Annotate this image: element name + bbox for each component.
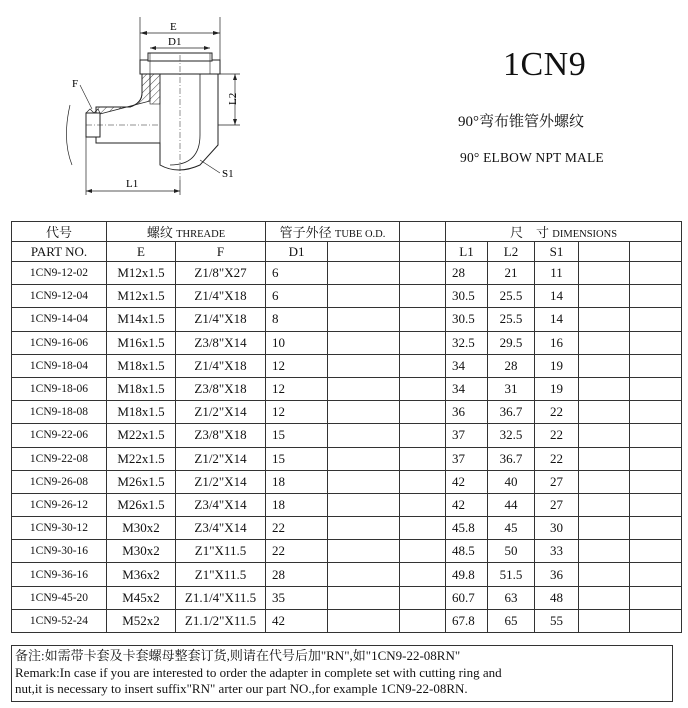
cell-part: 1CN9-45-20 xyxy=(12,586,107,609)
cell-f: Z1"X11.5 xyxy=(176,540,266,563)
head-thread: 螺纹 THREADE xyxy=(107,222,266,242)
cell-l1: 30.5 xyxy=(446,285,488,308)
cell-e: M52x2 xyxy=(107,609,176,632)
cell-e: M18x1.5 xyxy=(107,377,176,400)
cell-part: 1CN9-22-08 xyxy=(12,447,107,470)
cell-l1: 28 xyxy=(446,262,488,285)
cell-e: M45x2 xyxy=(107,586,176,609)
cell-s1: 14 xyxy=(535,285,579,308)
cell-f: Z1/4"X18 xyxy=(176,308,266,331)
cell-e: M16x1.5 xyxy=(107,331,176,354)
cell-d1: 18 xyxy=(266,493,328,516)
table-row xyxy=(12,331,682,354)
cell-s1: 11 xyxy=(535,262,579,285)
table-row xyxy=(12,354,682,377)
cell-l2: 45 xyxy=(488,517,535,540)
cell-d1: 12 xyxy=(266,401,328,424)
cell-f: Z1/2"X14 xyxy=(176,470,266,493)
cell-s1: 19 xyxy=(535,377,579,400)
model-title: 1CN9 xyxy=(503,46,587,83)
cell-d1: 12 xyxy=(266,354,328,377)
cell-e: M30x2 xyxy=(107,517,176,540)
remark-cn: 备注:如需带卡套及卡套螺母整套订货,则请在代号后加"RN",如"1CN9-22-08RN" xyxy=(15,648,461,663)
cell-d1: 18 xyxy=(266,470,328,493)
cell-s1: 36 xyxy=(535,563,579,586)
table-row xyxy=(12,493,682,516)
cell-s1: 27 xyxy=(535,470,579,493)
cell-part: 1CN9-14-04 xyxy=(12,308,107,331)
cell-l2: 36.7 xyxy=(488,401,535,424)
cell-s1: 55 xyxy=(535,609,579,632)
cell-part: 1CN9-18-04 xyxy=(12,354,107,377)
cell-f: Z1"X11.5 xyxy=(176,563,266,586)
cell-d1: 42 xyxy=(266,609,328,632)
cell-l2: 50 xyxy=(488,540,535,563)
cell-d1: 28 xyxy=(266,563,328,586)
table-row xyxy=(12,377,682,400)
head-tube: 管子外径 TUBE O.D. xyxy=(266,222,400,242)
cell-part: 1CN9-26-12 xyxy=(12,493,107,516)
label-s1: S1 xyxy=(222,168,234,180)
cell-e: M14x1.5 xyxy=(107,308,176,331)
cell-part: 1CN9-52-24 xyxy=(12,609,107,632)
head-d1: D1 xyxy=(266,242,328,262)
cell-l1: 32.5 xyxy=(446,331,488,354)
table-row xyxy=(12,586,682,609)
cell-l1: 67.8 xyxy=(446,609,488,632)
cell-e: M30x2 xyxy=(107,540,176,563)
head-e: E xyxy=(107,242,176,262)
cell-s1: 19 xyxy=(535,354,579,377)
cell-d1: 6 xyxy=(266,262,328,285)
cell-e: M22x1.5 xyxy=(107,424,176,447)
cell-part: 1CN9-30-16 xyxy=(12,540,107,563)
cell-s1: 48 xyxy=(535,586,579,609)
head-blank xyxy=(400,222,446,242)
cell-s1: 22 xyxy=(535,447,579,470)
cell-f: Z1/4"X18 xyxy=(176,285,266,308)
cell-f: Z1/4"X18 xyxy=(176,354,266,377)
cell-part: 1CN9-18-06 xyxy=(12,377,107,400)
cell-d1: 12 xyxy=(266,377,328,400)
label-l1: L1 xyxy=(126,178,139,190)
cell-d1: 8 xyxy=(266,308,328,331)
cell-part: 1CN9-22-06 xyxy=(12,424,107,447)
cell-f: Z3/4"X14 xyxy=(176,517,266,540)
cell-s1: 27 xyxy=(535,493,579,516)
cell-f: Z1.1/2"X11.5 xyxy=(176,609,266,632)
cell-e: M36x2 xyxy=(107,563,176,586)
cell-part: 1CN9-36-16 xyxy=(12,563,107,586)
cell-l1: 48.5 xyxy=(446,540,488,563)
product-name-en: 90° ELBOW NPT MALE xyxy=(460,150,604,165)
head-part-cn: 代号 xyxy=(12,222,107,242)
cell-s1: 22 xyxy=(535,424,579,447)
cell-l1: 49.8 xyxy=(446,563,488,586)
head-f: F xyxy=(176,242,266,262)
cell-l1: 42 xyxy=(446,470,488,493)
cell-d1: 15 xyxy=(266,424,328,447)
label-e: E xyxy=(170,21,177,33)
cell-part: 1CN9-16-06 xyxy=(12,331,107,354)
cell-l1: 60.7 xyxy=(446,586,488,609)
cell-e: M12x1.5 xyxy=(107,262,176,285)
label-l2: L2 xyxy=(227,92,239,105)
cell-l2: 28 xyxy=(488,354,535,377)
cell-f: Z3/8"X14 xyxy=(176,331,266,354)
cell-s1: 33 xyxy=(535,540,579,563)
head-s1: S1 xyxy=(535,242,579,262)
cell-l2: 25.5 xyxy=(488,308,535,331)
cell-part: 1CN9-12-02 xyxy=(12,262,107,285)
cell-e: M26x1.5 xyxy=(107,493,176,516)
cell-f: Z1.1/4"X11.5 xyxy=(176,586,266,609)
label-d1: D1 xyxy=(168,36,182,48)
cell-s1: 16 xyxy=(535,331,579,354)
cell-l1: 37 xyxy=(446,447,488,470)
table-row xyxy=(12,447,682,470)
cell-l1: 37 xyxy=(446,424,488,447)
remark-box xyxy=(11,645,673,702)
cell-d1: 10 xyxy=(266,331,328,354)
cell-part: 1CN9-12-04 xyxy=(12,285,107,308)
table-row xyxy=(12,470,682,493)
cell-l1: 45.8 xyxy=(446,517,488,540)
cell-e: M12x1.5 xyxy=(107,285,176,308)
cell-l1: 34 xyxy=(446,354,488,377)
table-row xyxy=(12,517,682,540)
cell-d1: 22 xyxy=(266,517,328,540)
remark-en-line2: nut,it is necessary to insert suffix"RN" arter our part NO.,for example 1CN9-22-08RN. xyxy=(15,681,468,696)
cell-l1: 34 xyxy=(446,377,488,400)
elbow-technical-drawing xyxy=(50,15,260,205)
cell-l2: 63 xyxy=(488,586,535,609)
cell-f: Z1/2"X14 xyxy=(176,401,266,424)
cell-s1: 30 xyxy=(535,517,579,540)
label-f: F xyxy=(72,78,79,90)
cell-l1: 42 xyxy=(446,493,488,516)
cell-l2: 29.5 xyxy=(488,331,535,354)
cell-l2: 21 xyxy=(488,262,535,285)
cell-e: M22x1.5 xyxy=(107,447,176,470)
cell-f: Z1/2"X14 xyxy=(176,447,266,470)
cell-e: M18x1.5 xyxy=(107,354,176,377)
head-dimensions: 尺 寸 DIMENSIONS xyxy=(446,222,682,242)
cell-l2: 40 xyxy=(488,470,535,493)
table-row xyxy=(12,285,682,308)
head-l2: L2 xyxy=(488,242,535,262)
head-l1: L1 xyxy=(446,242,488,262)
cell-l2: 25.5 xyxy=(488,285,535,308)
cell-l2: 36.7 xyxy=(488,447,535,470)
cell-l2: 32.5 xyxy=(488,424,535,447)
cell-f: Z3/4"X14 xyxy=(176,493,266,516)
cell-part: 1CN9-30-12 xyxy=(12,517,107,540)
table-row xyxy=(12,609,682,632)
cell-d1: 35 xyxy=(266,586,328,609)
cell-part: 1CN9-26-08 xyxy=(12,470,107,493)
cell-f: Z3/8"X18 xyxy=(176,377,266,400)
cell-l1: 36 xyxy=(446,401,488,424)
spec-table xyxy=(11,221,682,633)
cell-l2: 44 xyxy=(488,493,535,516)
table-row xyxy=(12,308,682,331)
cell-d1: 22 xyxy=(266,540,328,563)
cell-l2: 51.5 xyxy=(488,563,535,586)
cell-f: Z3/8"X18 xyxy=(176,424,266,447)
cell-d1: 6 xyxy=(266,285,328,308)
cell-e: M18x1.5 xyxy=(107,401,176,424)
cell-e: M26x1.5 xyxy=(107,470,176,493)
remark-en-line1: Remark:In case if you are interested to order the adapter in complete set with cutting ring and xyxy=(15,664,502,680)
cell-d1: 15 xyxy=(266,447,328,470)
table-row xyxy=(12,401,682,424)
cell-l2: 65 xyxy=(488,609,535,632)
cell-f: Z1/8"X27 xyxy=(176,262,266,285)
table-row xyxy=(12,262,682,285)
head-part-en: PART NO. xyxy=(12,242,107,262)
cell-l1: 30.5 xyxy=(446,308,488,331)
cell-s1: 22 xyxy=(535,401,579,424)
table-row xyxy=(12,563,682,586)
cell-l2: 31 xyxy=(488,377,535,400)
product-name-cn: 90°弯布锥管外螺纹 xyxy=(458,114,584,130)
cell-part: 1CN9-18-08 xyxy=(12,401,107,424)
table-row xyxy=(12,540,682,563)
table-row xyxy=(12,424,682,447)
cell-s1: 14 xyxy=(535,308,579,331)
